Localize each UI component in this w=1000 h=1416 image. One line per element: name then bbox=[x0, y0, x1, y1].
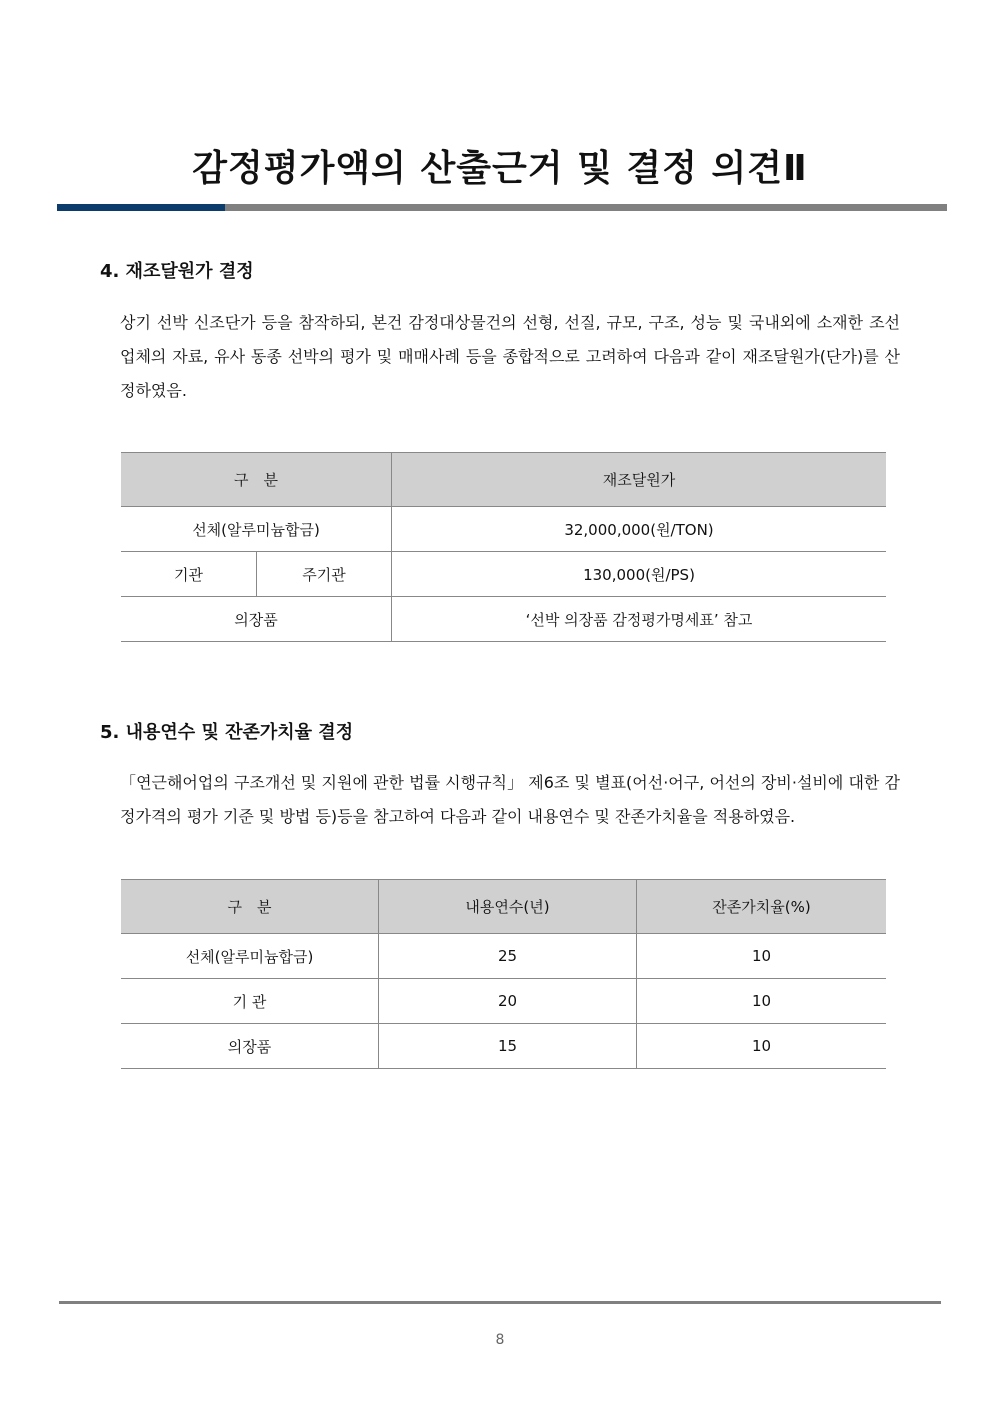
row-label: 기 관 bbox=[121, 979, 379, 1024]
page-title: 감정평가액의 산출근거 및 결정 의견Ⅱ bbox=[192, 148, 808, 189]
table-row bbox=[121, 597, 886, 642]
header-category: 구 분 bbox=[121, 880, 379, 934]
row-value: 130,000(원/PS) bbox=[392, 552, 887, 597]
replacement-cost-table bbox=[121, 452, 886, 642]
row-residual-rate: 10 bbox=[637, 1024, 887, 1069]
title-rule-accent bbox=[57, 204, 225, 211]
table-header-row bbox=[121, 453, 886, 507]
useful-life-table bbox=[121, 879, 886, 1069]
footer-rule bbox=[59, 1301, 941, 1304]
section-4-paragraph: 상기 선박 신조단가 등을 참작하되, 본건 감정대상물건의 선형, 선질, 규모, 구조, 성능 및 국내외에 소재한 조선업체의 자료, 유사 동종 선박의 평가 및 매매사례 등을 종합적으로 고려하여 다음과 같이 재조달원가(단가)를 산정하였음. bbox=[120, 313, 900, 400]
section-5-paragraph: 「연근해어업의 구조개선 및 지원에 관한 법률 시행규칙」 제6조 및 별표(어선·어구, 어선의 장비·설비에 대한 감정가격의 평가 기준 및 방법 등)등을 참고하여 다음과 같이 내용연수 및 잔존가치율을 적용하였음. bbox=[120, 773, 900, 826]
row-residual-rate: 10 bbox=[637, 979, 887, 1024]
row-label: 기관 bbox=[121, 552, 257, 597]
section-4-heading: 4. 재조달원가 결정 bbox=[100, 261, 254, 282]
header-replacement-cost: 재조달원가 bbox=[392, 453, 887, 507]
table-row bbox=[121, 507, 886, 552]
row-label: 선체(알루미늄합금) bbox=[121, 934, 379, 979]
table-row bbox=[121, 1024, 886, 1069]
section-5-heading: 5. 내용연수 및 잔존가치율 결정 bbox=[100, 722, 354, 743]
title-rule bbox=[57, 204, 947, 211]
header-useful-life: 내용연수(년) bbox=[379, 880, 637, 934]
table-row bbox=[121, 934, 886, 979]
row-value: 32,000,000(원/TON) bbox=[392, 507, 887, 552]
header-category: 구 분 bbox=[121, 453, 392, 507]
row-sublabel: 주기관 bbox=[257, 552, 392, 597]
row-useful-life: 15 bbox=[379, 1024, 637, 1069]
row-residual-rate: 10 bbox=[637, 934, 887, 979]
row-useful-life: 20 bbox=[379, 979, 637, 1024]
page-number: 8 bbox=[495, 1332, 505, 1348]
table-row bbox=[121, 552, 886, 597]
table-header-row bbox=[121, 880, 886, 934]
row-label: 의장품 bbox=[121, 1024, 379, 1069]
row-label: 의장품 bbox=[121, 597, 392, 642]
header-residual-rate: 잔존가치율(%) bbox=[637, 880, 887, 934]
row-value: ‘선박 의장품 감정평가명세표’ 참고 bbox=[392, 597, 887, 642]
row-useful-life: 25 bbox=[379, 934, 637, 979]
table-row bbox=[121, 979, 886, 1024]
row-label: 선체(알루미늄합금) bbox=[121, 507, 392, 552]
